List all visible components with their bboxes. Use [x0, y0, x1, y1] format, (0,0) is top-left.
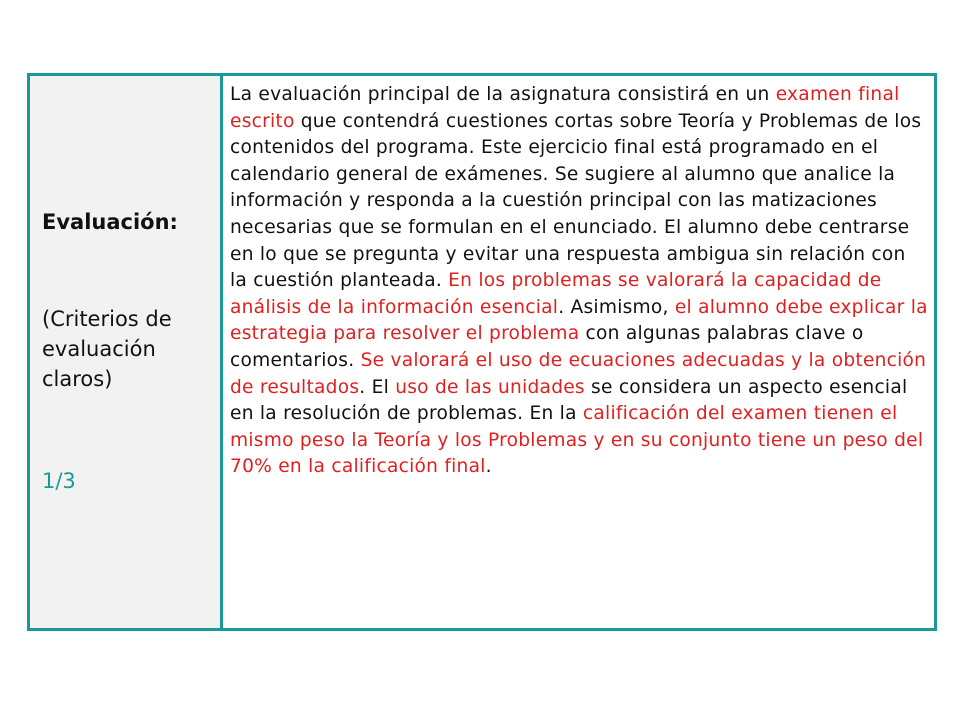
text-segment: .: [485, 456, 492, 478]
evaluation-description: [230, 82, 928, 481]
page-indicator: 1/3: [42, 469, 76, 493]
highlighted-text-segment: Se valorará el uso de ecuaciones adecuadas y la obtención de resultados: [230, 349, 927, 398]
text-segment: . Asimismo,: [558, 296, 675, 318]
criteria-subtitle: (Criterios de evaluación claros): [42, 307, 172, 391]
criteria-cell: [30, 76, 223, 628]
highlighted-text-segment: el alumno debe explicar la estrategia para resolver el problema: [230, 296, 928, 345]
highlighted-text-segment: uso de las unidades: [395, 376, 585, 398]
highlighted-text-segment: calificación del examen tienen el mismo peso la Teoría y los Problemas y en su conjunto tiene un peso del 70% en la calificación final: [230, 403, 924, 478]
text-segment: se considera un aspecto esencial en la resolución de problemas. En la: [230, 376, 908, 425]
highlighted-text-segment: En los problemas se valorará la capacidad de análisis de la información esencial: [230, 270, 882, 318]
evaluation-table: [27, 73, 937, 631]
description-cell: [223, 76, 934, 628]
text-segment: La evaluación principal de la asignatura consistirá en un: [230, 84, 776, 105]
highlighted-text-segment: examen final escrito: [230, 84, 900, 132]
text-segment: con algunas palabras clave o comentarios.: [230, 323, 864, 371]
text-segment: . El: [359, 376, 396, 398]
text-segment: que contendrá cuestiones cortas sobre Teoría y Problemas de los contenidos del programa. Este ejercicio final está programado en el calendario general de exámenes. Se sugiere al alumno que analice la información y responda a la cuestión principal con las matizaciones necesarias que se formulan en el enunciado. El alumno debe centrarse en lo que se pregunta y evitar una respuesta ambigua sin relación con la cuestión planteada.: [230, 110, 922, 292]
criteria-heading: Evaluación:: [42, 210, 178, 234]
